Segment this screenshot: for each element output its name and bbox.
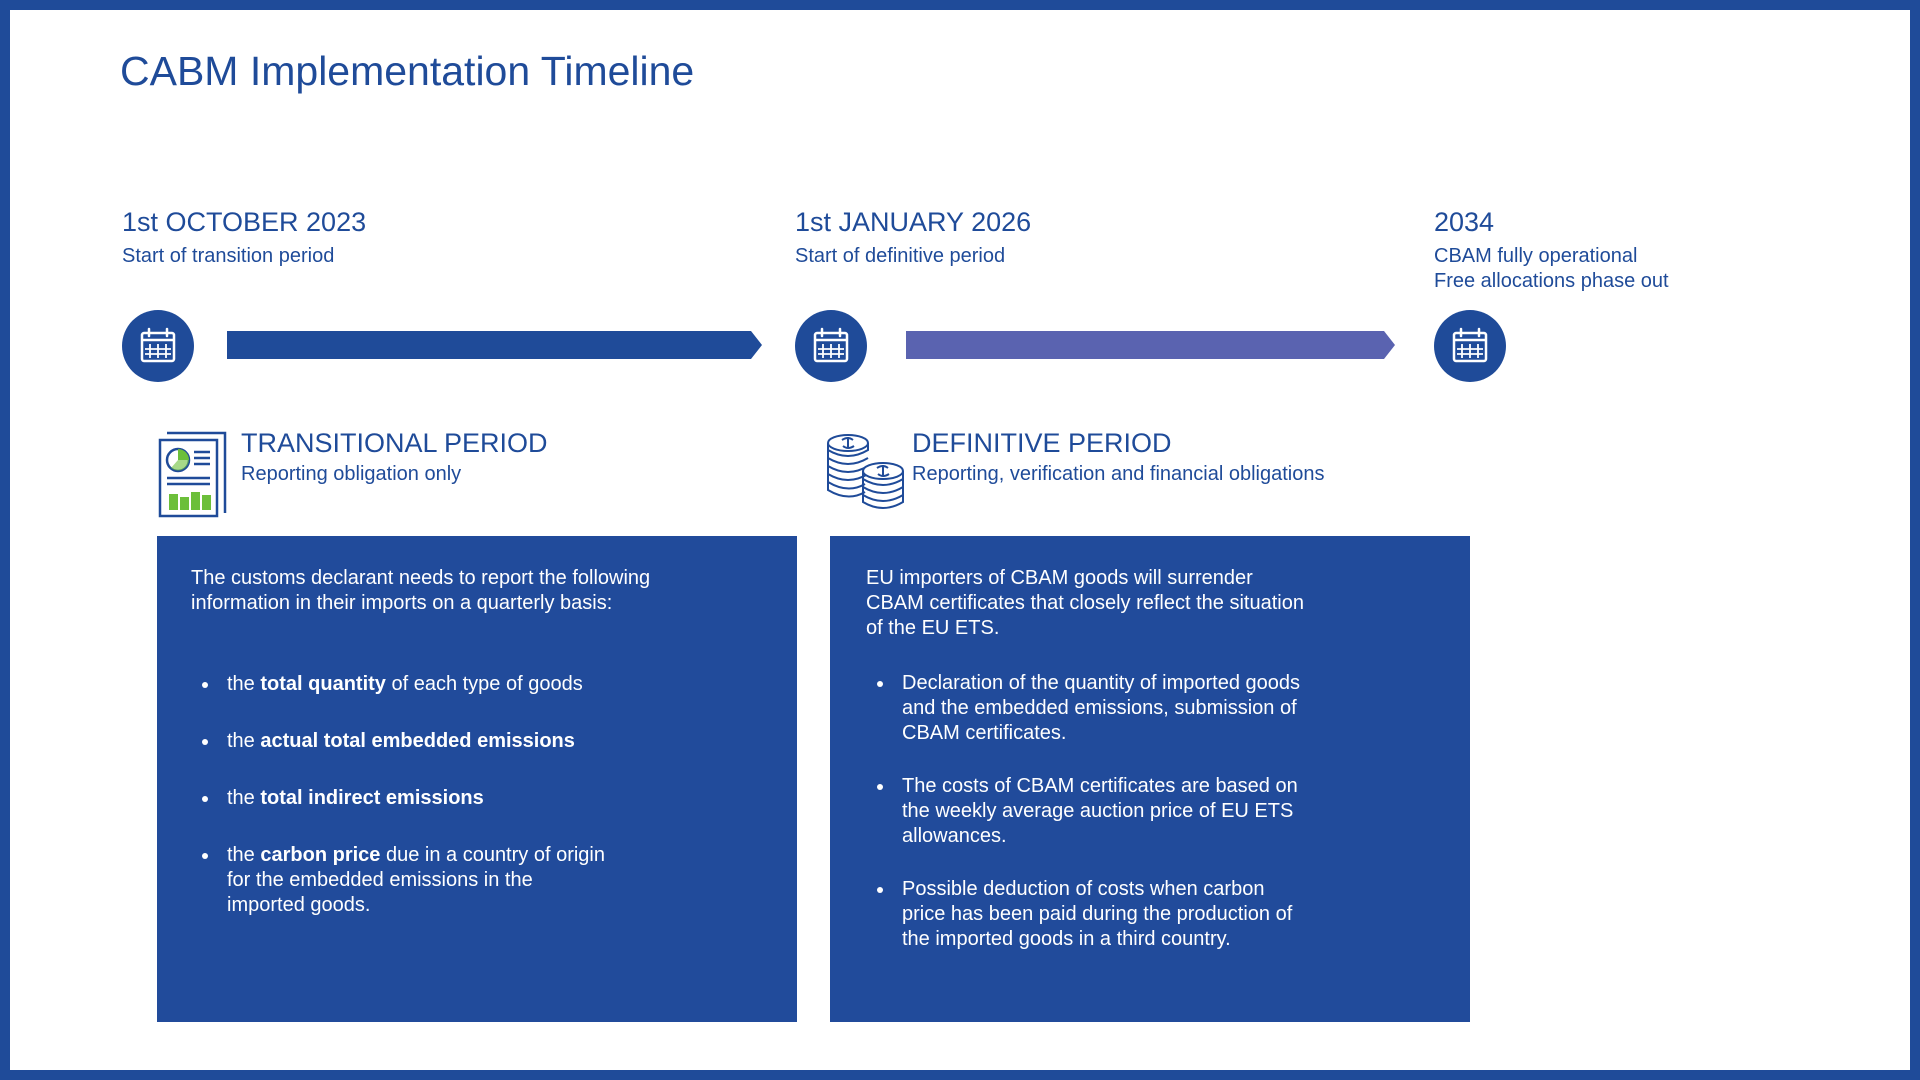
milestone-2026 [795,206,1031,269]
panel-intro [866,566,1434,641]
bullet-text: of each type of goods [385,673,583,695]
panel-intro [191,566,763,616]
panel-intro-line: of the EU ETS. [866,617,1000,639]
bullet-text-line: imported goods. [227,894,371,916]
panel-intro-line: information in their imports on a quarterly basis: [191,592,613,614]
coin-stacks-icon [825,431,907,518]
milestone-description [795,244,1031,269]
list-item [866,671,1434,746]
definitive-period-panel [830,536,1470,1022]
bullet-text-line: price has been paid during the production of [902,903,1293,925]
milestone-description-line: Start of definitive period [795,245,1006,267]
bullet-emphasis: total quantity [260,673,386,695]
bullet-emphasis: carbon price [260,844,381,866]
bullet-text-line: CBAM certificates. [902,722,1067,744]
milestone-description-line: CBAM fully operational [1434,245,1638,267]
list-item [866,774,1434,849]
definitive-obligations-list [866,671,1434,952]
milestone-date: 1st JANUARY 2026 [795,207,1032,237]
bullet-text-line: Possible deduction of costs when carbon [902,878,1265,900]
transitional-requirements-list [191,672,763,918]
bullet-text: the [227,787,261,809]
period-title: TRANSITIONAL PERIOD [241,428,548,458]
bullet-emphasis: total indirect emissions [260,787,484,809]
bullet-text-line: allowances. [902,825,1007,847]
report-chart-icon [157,431,229,524]
list-item [191,729,763,754]
milestone-description [1434,244,1669,294]
bullet-text-line: the imported goods in a third country. [902,928,1231,950]
calendar-icon [1434,310,1506,382]
list-item [866,877,1434,952]
panel-intro-line: EU importers of CBAM goods will surrender [866,567,1253,589]
calendar-icon [795,310,867,382]
definitive-period-heading [912,427,1324,487]
transitional-period-panel [157,536,797,1022]
list-item [191,786,763,811]
bullet-text-line: the weekly average auction price of EU ETS [902,800,1294,822]
bullet-text-line: The costs of CBAM certificates are based on [902,775,1298,797]
milestone-date: 1st OCTOBER 2023 [122,207,367,237]
panel-intro-line: The customs declarant needs to report the following [191,567,651,589]
period-title: DEFINITIVE PERIOD [912,428,1172,458]
bullet-text: the [227,673,261,695]
milestone-description-line: Free allocations phase out [1434,270,1669,292]
timeline-arrow-definitive [906,331,1395,359]
bullet-text: due in a country of origin [380,844,605,866]
page-title: CABM Implementation Timeline [120,48,695,94]
milestone-2023 [122,206,366,269]
bullet-text-line: Declaration of the quantity of imported goods [902,672,1301,694]
transitional-period-heading [241,427,548,487]
milestone-description [122,244,366,269]
period-subtitle: Reporting, verification and financial obligations [912,463,1325,485]
milestone-date: 2034 [1434,207,1495,237]
bullet-text-line: for the embedded emissions in the [227,869,533,891]
milestone-2034 [1434,206,1669,294]
bullet-emphasis: actual total embedded emissions [260,730,575,752]
panel-intro-line: CBAM certificates that closely reflect the situation [866,592,1304,614]
timeline-arrow-transitional [227,331,762,359]
milestone-description-line: Start of transition period [122,245,335,267]
bullet-text: the [227,844,261,866]
list-item [191,672,763,697]
bullet-text-line: and the embedded emissions, submission of [902,697,1297,719]
bullet-text: the [227,730,261,752]
calendar-icon [122,310,194,382]
period-subtitle: Reporting obligation only [241,463,462,485]
list-item [191,843,763,918]
